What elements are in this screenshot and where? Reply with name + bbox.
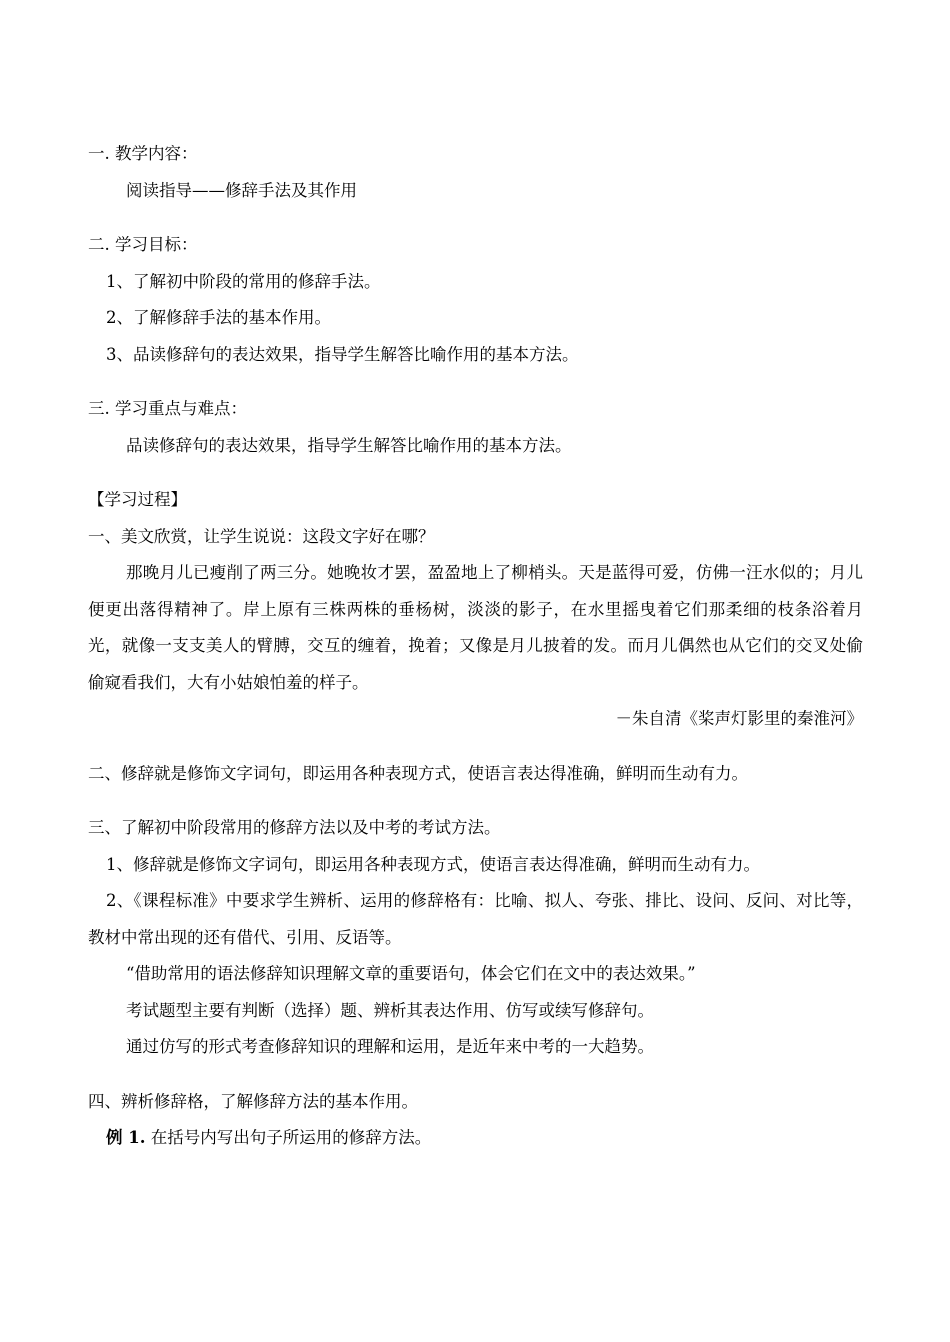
curriculum-quote: “借助常用的语法修辞知识理解文章的重要语句，体会它们在文中的表达效果。” xyxy=(126,964,696,983)
example-1 xyxy=(88,1120,863,1157)
part1-heading: 一、美文欣赏，让学生说说：这段文字好在哪？ xyxy=(88,526,435,546)
section-heading-teaching-content: 一. 教学内容： xyxy=(88,144,198,163)
learning-goal-item: 3、品读修辞句的表达效果，指导学生解答比喻作用的基本方法。 xyxy=(106,344,579,364)
passage-source: －朱自清《桨声灯影里的秦淮河》 xyxy=(615,709,863,728)
learning-process-heading: 【学习过程】 xyxy=(88,490,187,509)
section-heading-learning-goals: 二. 学习目标： xyxy=(88,235,198,254)
exam-trend-text: 通过仿写的形式考查修辞知识的理解和运用，是近年来中考的一大趋势。 xyxy=(126,1037,654,1056)
part2-text: 二、修辞就是修饰文字词句，即运用各种表现方式，使语言表达得准确，鲜明而生动有力。 xyxy=(88,763,748,783)
part4-heading: 四、辨析修辞格，了解修辞方法的基本作用。 xyxy=(88,1091,418,1111)
learning-goal-item: 2、了解修辞手法的基本作用。 xyxy=(106,308,331,327)
part3-heading: 三、了解初中阶段常用的修辞方法以及中考的考试方法。 xyxy=(88,818,501,837)
learning-goal-item: 1、了解初中阶段的常用的修辞手法。 xyxy=(106,271,381,291)
document-page xyxy=(88,136,863,1157)
reading-passage: 那晚月儿已瘦削了两三分。她晚妆才罢，盈盈地上了柳梢头。天是蓝得可爱，仿佛一汪水似的；月儿便更出落得精神了。岸上原有三株两株的垂杨树，淡淡的影子，在水里摇曳着它们那柔细的枝条浴着月光，就像一支支美人的臂膊，交互的缠着，挽着；又像是月儿披着的发。而月儿偶然也从它们的交叉处偷偷窥看我们，大有小姑娘怕羞的样子。 xyxy=(88,563,863,692)
exam-types-text: 考试题型主要有判断（选择）题、辨析其表达作用、仿写或续写修辞句。 xyxy=(126,1000,654,1020)
teaching-content-text: 阅读指导——修辞手法及其作用 xyxy=(126,180,357,200)
example-label: 例 1. xyxy=(106,1128,146,1147)
example-instruction: 在括号内写出句子所运用的修辞方法。 xyxy=(145,1128,432,1147)
section-heading-key-points: 三. 学习重点与难点： xyxy=(88,399,247,418)
key-points-text: 品读修辞句的表达效果，指导学生解答比喻作用的基本方法。 xyxy=(126,435,572,455)
part3-item2: 2、《课程标准》中要求学生辨析、运用的修辞格有：比喻、拟人、夸张、排比、设问、反问、对比等，教材中常出现的还有借代、引用、反语等。 xyxy=(88,891,863,947)
part3-item1: 1、修辞就是修饰文字词句，即运用各种表现方式，使语言表达得准确，鲜明而生动有力。 xyxy=(106,854,760,874)
